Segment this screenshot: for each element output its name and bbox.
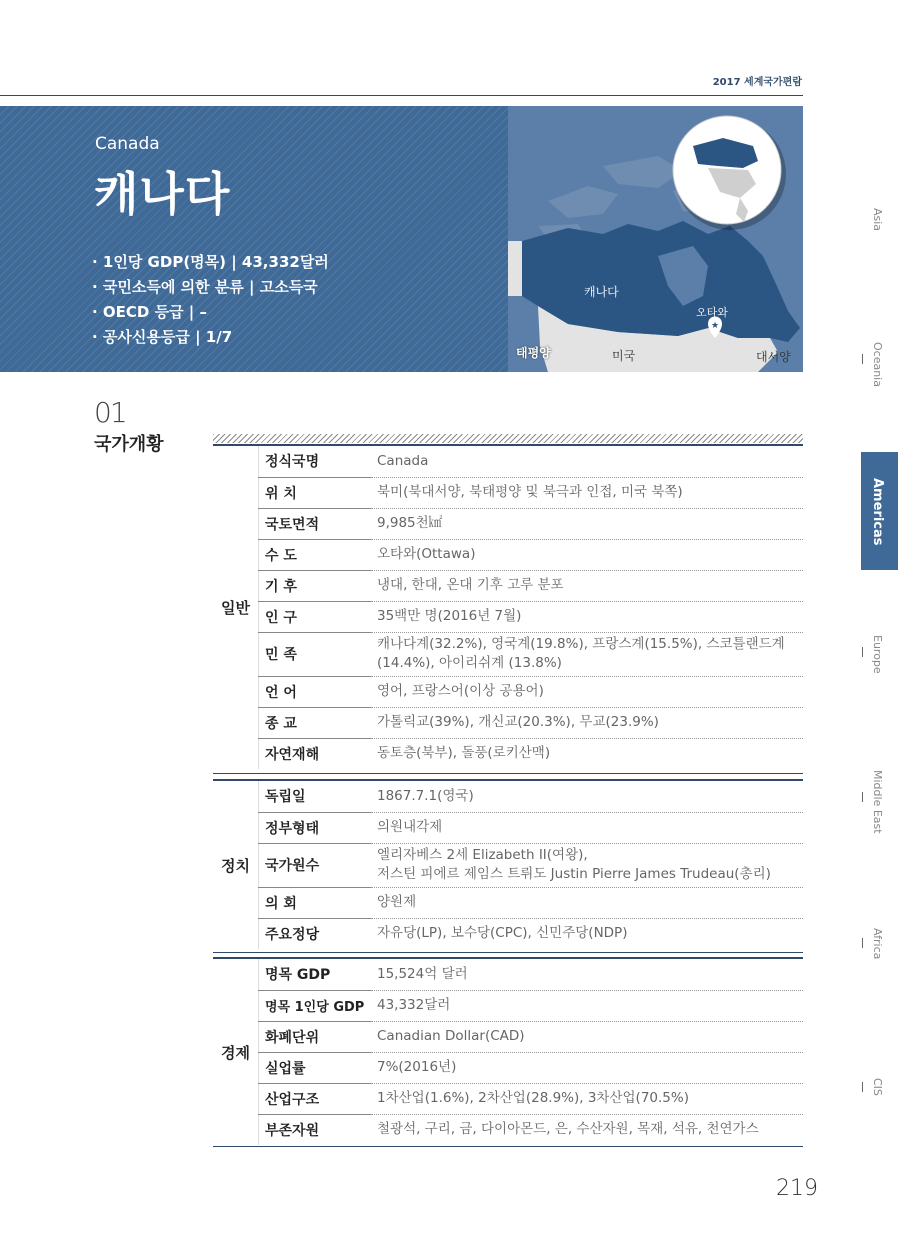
- group-label-politics: 정치: [221, 856, 250, 875]
- row-label: 정부형태: [259, 812, 372, 843]
- row-label: 자연재해: [259, 738, 372, 769]
- row-value: [371, 843, 803, 887]
- table-row: [213, 632, 803, 676]
- row-label: 부존자원: [259, 1114, 372, 1145]
- row-label: 국가원수: [259, 843, 372, 887]
- row-value: 1차산업(1.6%), 2차산업(28.9%), 3차산업(70.5%): [371, 1083, 803, 1114]
- section-number: 01: [94, 396, 126, 429]
- row-value: 1867.7.1(영국): [371, 781, 803, 812]
- row-value: 15,524억 달러: [371, 959, 803, 990]
- group-label-general: 일반: [221, 599, 250, 617]
- table-row: [213, 990, 803, 1021]
- key-fact-gdp: · 1인당 GDP(명목) | 43,332달러: [92, 253, 329, 271]
- page-number: 219: [776, 1176, 818, 1201]
- table-row: [213, 1083, 803, 1114]
- section-title: 국가개황: [94, 434, 164, 455]
- row-value: 43,332달러: [371, 990, 803, 1021]
- key-fact-oecd: · OECD 등급 | –: [92, 303, 208, 321]
- map-label-canada: 캐나다: [584, 285, 619, 299]
- country-name-ko: 캐나다: [94, 167, 231, 221]
- tab-label: Middle East: [871, 770, 884, 834]
- politics-table-bottom-rule: [213, 952, 803, 953]
- politics-table: [213, 781, 803, 949]
- tab-tick: [862, 647, 863, 657]
- table-row: [213, 918, 803, 949]
- tab-tick: [862, 938, 863, 948]
- row-value: 가톨릭교(39%), 개신교(20.3%), 무교(23.9%): [371, 707, 803, 738]
- tab-label: Asia: [871, 208, 884, 232]
- row-label: 명목 1인당 GDP: [259, 990, 372, 1021]
- alaska-shape: [508, 241, 522, 296]
- row-label: 화폐단위: [259, 1021, 372, 1052]
- row-label: 주요정당: [259, 918, 372, 949]
- tab-label: Europe: [871, 635, 884, 674]
- row-value: Canada: [371, 446, 803, 477]
- row-value: 자유당(LP), 보수당(CPC), 신민주당(NDP): [377, 925, 628, 942]
- row-value: 의원내각제: [371, 812, 803, 843]
- row-label: 언 어: [259, 676, 372, 707]
- map-label-usa: 미국: [612, 349, 636, 363]
- row-value: 7%(2016년): [371, 1052, 803, 1083]
- map-label-pacific: 태평양: [516, 346, 551, 360]
- general-table: [213, 446, 803, 769]
- key-fact-credit: · 공사신용등급 | 1/7: [92, 328, 233, 346]
- table-row: [213, 676, 803, 707]
- tab-africa[interactable]: [861, 928, 898, 988]
- tab-middle-east[interactable]: [861, 770, 898, 855]
- tab-asia[interactable]: [861, 208, 898, 268]
- tab-europe[interactable]: [861, 635, 898, 695]
- row-label: 위 치: [259, 477, 372, 508]
- tab-label: Africa: [871, 928, 884, 960]
- table-row: [213, 1021, 803, 1052]
- row-value: 철광석, 구리, 금, 다이아몬드, 은, 수산자원, 목재, 석유, 천연가스: [377, 1121, 759, 1138]
- row-value: 캐나다계(32.2%), 영국계(19.8%), 프랑스계(15.5%), 스코틀랜드계 (14.4%), 아이리쉬계 (13.8%): [371, 632, 803, 676]
- row-label: 수 도: [259, 539, 372, 570]
- table-row: [213, 843, 803, 887]
- table-row: [213, 1052, 803, 1083]
- svg-text:★: ★: [710, 321, 720, 331]
- row-label: 독립일: [259, 781, 372, 812]
- table-row: [213, 446, 803, 477]
- publication-title: 2017 세계국가편람: [712, 77, 802, 88]
- table-row: [213, 539, 803, 570]
- map-label-atlantic: 대서양: [756, 350, 791, 364]
- tab-label: Americas: [870, 478, 885, 546]
- table-row: [213, 738, 803, 769]
- row-label: 의 회: [259, 887, 372, 918]
- row-label: 실업률: [259, 1052, 372, 1083]
- row-label: 명목 GDP: [259, 959, 372, 990]
- table-row: [213, 959, 803, 990]
- tab-americas[interactable]: [861, 452, 898, 570]
- row-value: 냉대, 한대, 온대 기후 고루 분포: [371, 570, 803, 601]
- tab-tick: [862, 792, 863, 802]
- row-value: Canadian Dollar(CAD): [371, 1021, 803, 1052]
- row-value: 오타와(Ottawa): [371, 539, 803, 570]
- tab-tick: [862, 1082, 863, 1092]
- key-facts: [92, 250, 329, 350]
- row-label: 인 구: [259, 601, 372, 632]
- table-row: [213, 812, 803, 843]
- tab-oceania[interactable]: [861, 342, 898, 412]
- row-label: 국토면적: [259, 508, 372, 539]
- group-label-economy: 경제: [221, 1043, 250, 1062]
- row-label: 종 교: [259, 707, 372, 738]
- location-map: [508, 106, 803, 372]
- table-row: [213, 707, 803, 738]
- row-label: 기 후: [259, 570, 372, 601]
- row-label: 산업구조: [259, 1083, 372, 1114]
- row-value: 북미(북대서양, 북태평양 및 북극과 인접, 미국 북쪽): [371, 477, 803, 508]
- head-of-state-line-2: 저스틴 피에르 제임스 트뤼도 Justin Pierre James Trudeau(총리): [377, 866, 771, 882]
- map-graphic: [508, 106, 803, 372]
- row-label: 정식국명: [259, 446, 372, 477]
- economy-table-bottom-rule: [213, 1146, 803, 1147]
- map-label-capital: 오타와: [696, 306, 728, 319]
- tab-tick: [862, 354, 863, 364]
- section-divider: [213, 434, 803, 443]
- country-name-en: Canada: [95, 134, 160, 154]
- table-row: [213, 477, 803, 508]
- row-value: 9,985천㎢: [371, 508, 803, 539]
- table-row: [213, 781, 803, 812]
- row-value: 양원제: [371, 887, 803, 918]
- table-row: [213, 508, 803, 539]
- table-row: [213, 887, 803, 918]
- tab-label: CIS: [871, 1078, 884, 1096]
- head-of-state-line-1: 엘리자베스 2세 Elizabeth II(여왕),: [377, 847, 588, 863]
- key-fact-income-class: · 국민소득에 의한 분류 | 고소득국: [92, 278, 318, 296]
- header-rule: [0, 95, 803, 96]
- row-value: 35백만 명(2016년 7월): [371, 601, 803, 632]
- row-label: 민 족: [259, 632, 372, 676]
- table-row: [213, 601, 803, 632]
- row-value: 영어, 프랑스어(이상 공용어): [371, 676, 803, 707]
- general-table-bottom-rule: [213, 773, 803, 774]
- table-row: [213, 1114, 803, 1145]
- economy-table: [213, 959, 803, 1145]
- tab-cis[interactable]: [861, 1078, 898, 1118]
- table-row: [213, 570, 803, 601]
- row-value: 동토층(북부), 돌풍(로키산맥): [377, 745, 551, 762]
- tab-label: Oceania: [871, 342, 884, 387]
